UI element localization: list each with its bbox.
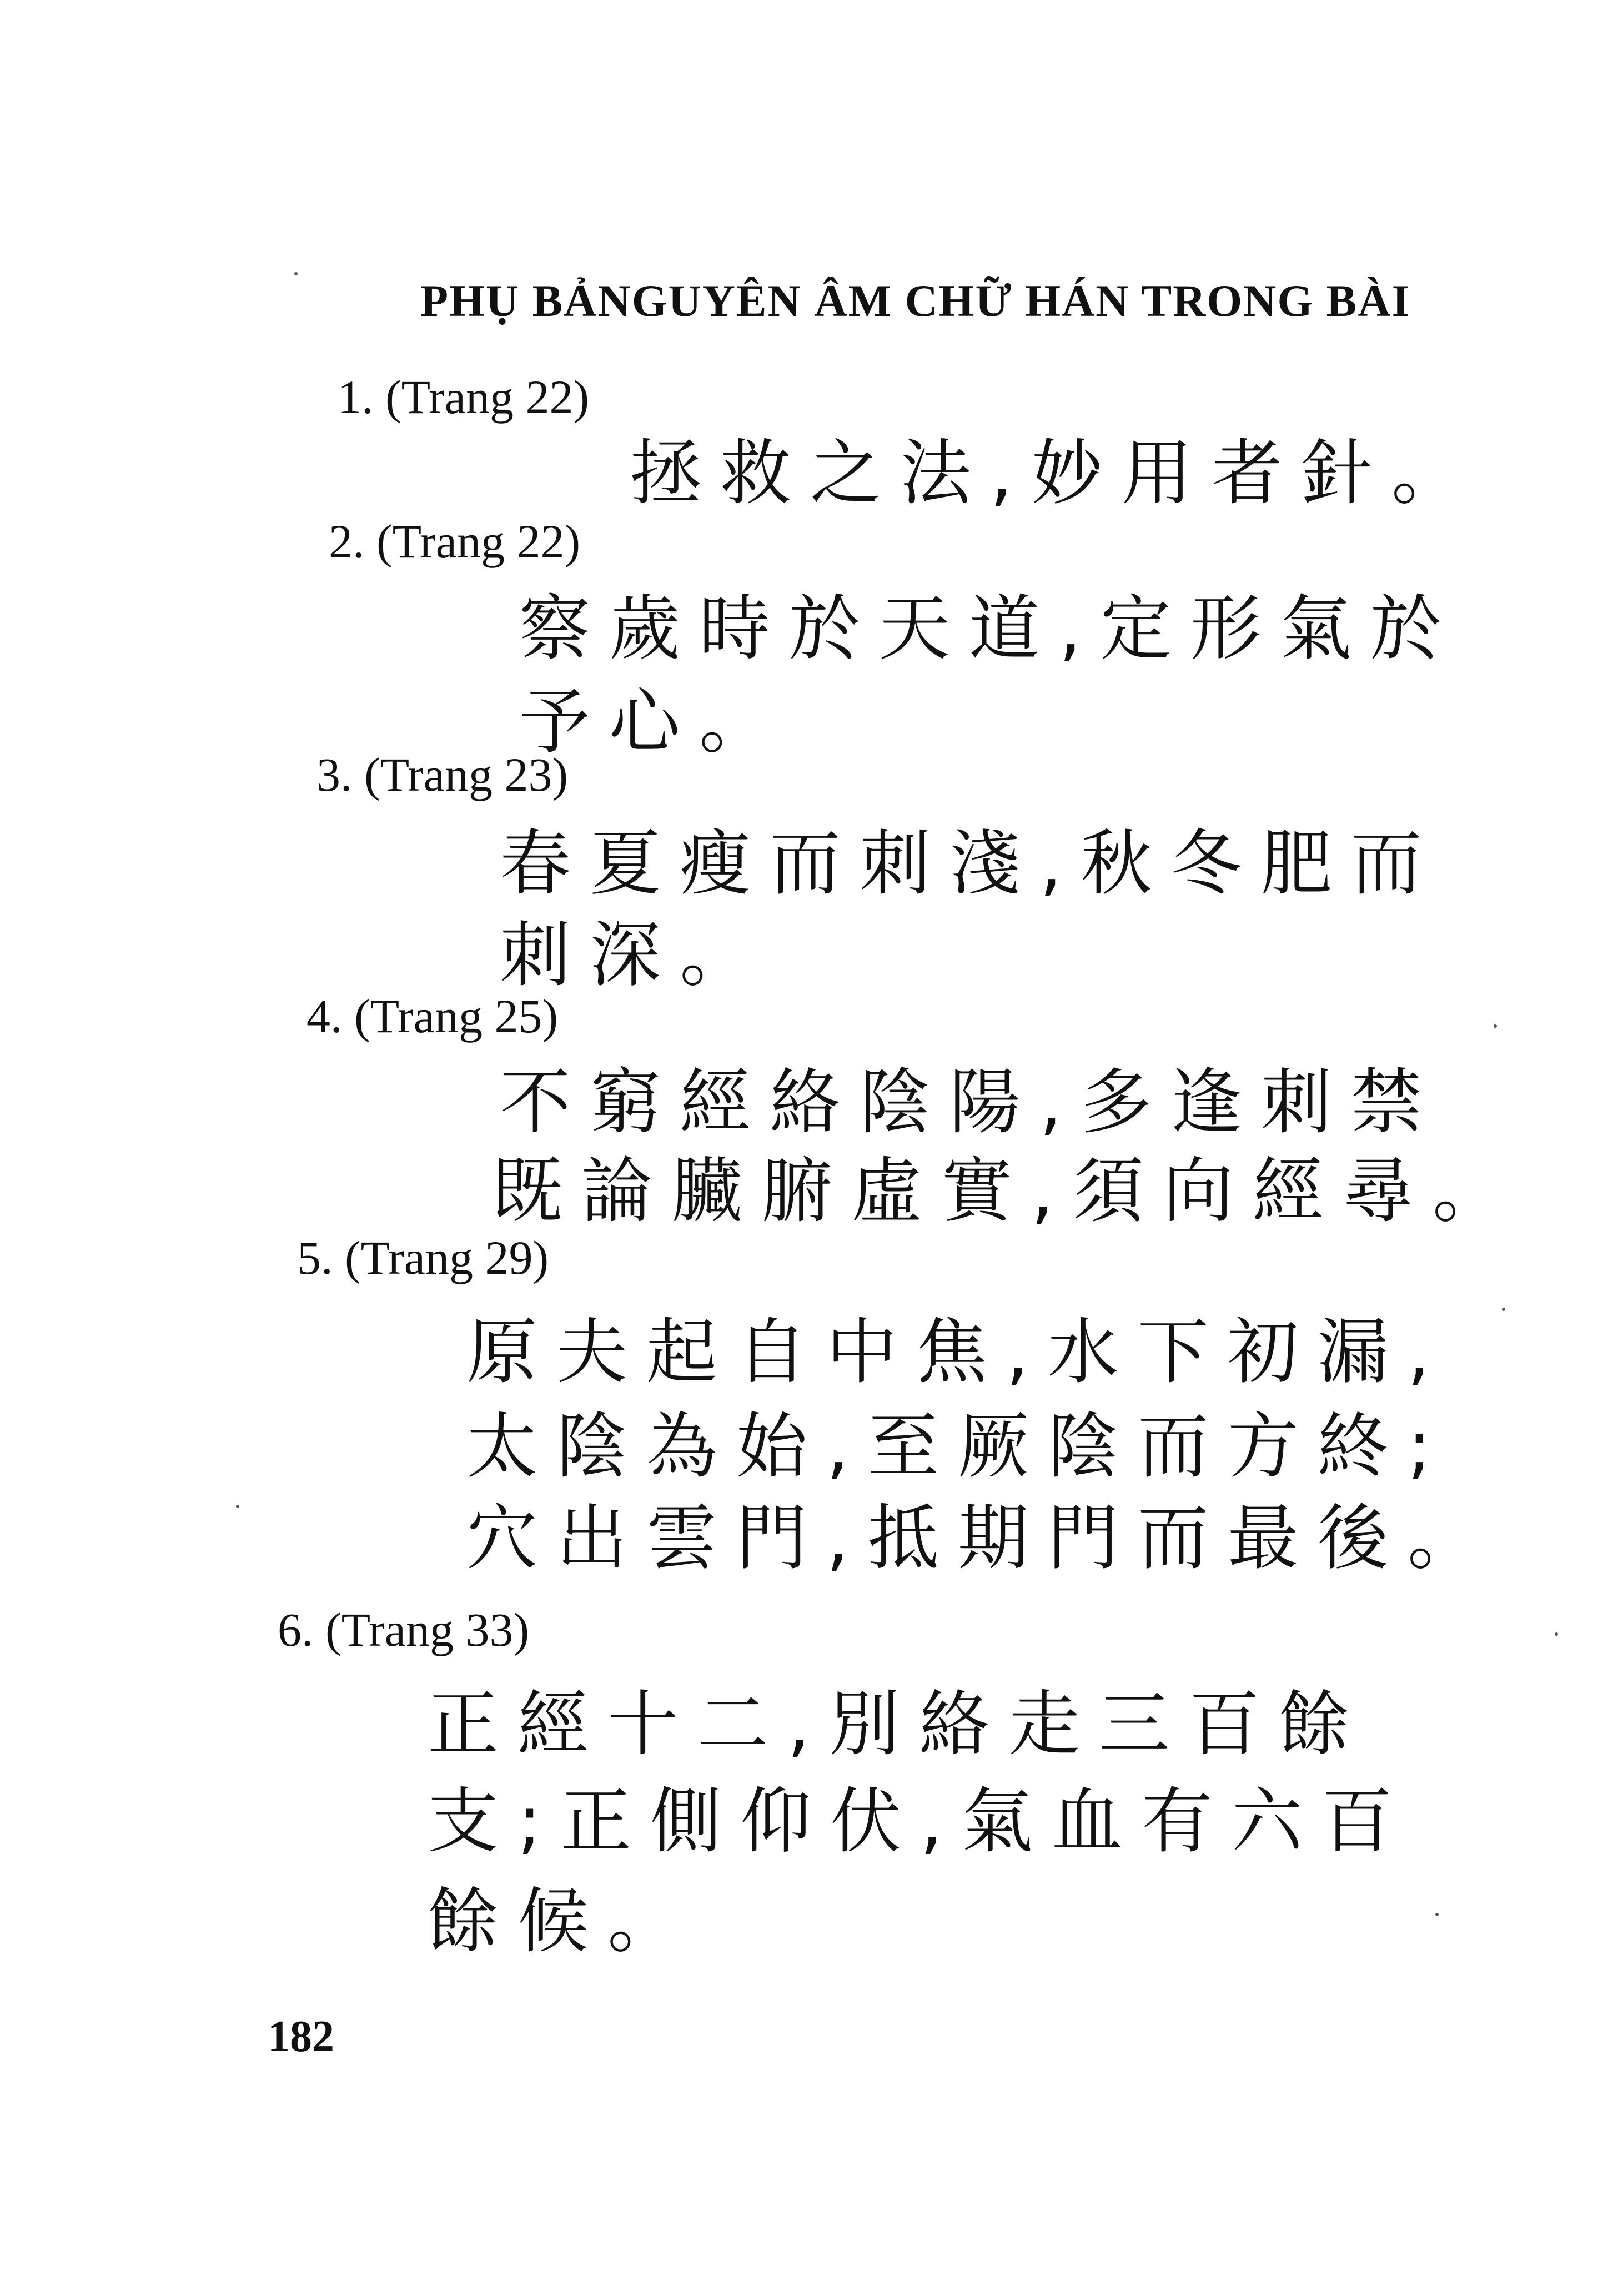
scan-speck <box>236 1505 239 1508</box>
entry-3-line-2: 刺深。 <box>500 914 770 997</box>
entry-5-line-3: 穴出雲門,抵期門而最後。 <box>466 1497 1498 1580</box>
entry-5-line-1: 原夫起自中焦,水下初漏, <box>466 1311 1449 1394</box>
entry-1-line-1: 拯救之法,妙用者針。 <box>630 432 1481 515</box>
entry-4-line-2: 既論臟腑虛實,須向經尋。 <box>491 1150 1522 1233</box>
scan-speck <box>1494 1024 1497 1028</box>
entry-1-label: 1. (Trang 22) <box>338 370 590 424</box>
entry-2-line-1: 察歲時於天道,定形氣於 <box>519 587 1460 670</box>
page-number: 182 <box>268 2012 334 2061</box>
entry-5-line-2: 太陰為始,至厥陰而方終; <box>466 1405 1450 1488</box>
entry-6-line-2: 支;正側仰伏,氣血有六百 <box>428 1780 1411 1863</box>
entry-2-label: 2. (Trang 22) <box>329 515 581 568</box>
entry-3-label: 3. (Trang 23) <box>316 748 569 801</box>
scan-speck <box>1502 1308 1505 1311</box>
entry-5-label: 5. (Trang 29) <box>297 1231 549 1284</box>
scan-speck <box>1555 1632 1558 1636</box>
entry-6-line-3: 餘候。 <box>428 1880 698 1963</box>
scan-speck <box>294 272 298 275</box>
scan-speck <box>1435 1913 1439 1916</box>
entry-6-line-1: 正經十二,別絡走三百餘 <box>428 1683 1369 1766</box>
entry-2-line-2: 予心。 <box>519 681 790 763</box>
entry-4-label: 4. (Trang 25) <box>306 989 559 1043</box>
entry-4-line-1: 不窮經絡陰陽,多逢刺禁 <box>500 1061 1441 1144</box>
entry-3-line-1: 春夏瘦而刺淺,秋冬肥而 <box>500 822 1441 905</box>
page-title: PHỤ BẢNGUYÊN ÂM CHỮ HÁN TRONG BÀI <box>420 275 1411 326</box>
entry-6-label: 6. (Trang 33) <box>278 1603 530 1656</box>
